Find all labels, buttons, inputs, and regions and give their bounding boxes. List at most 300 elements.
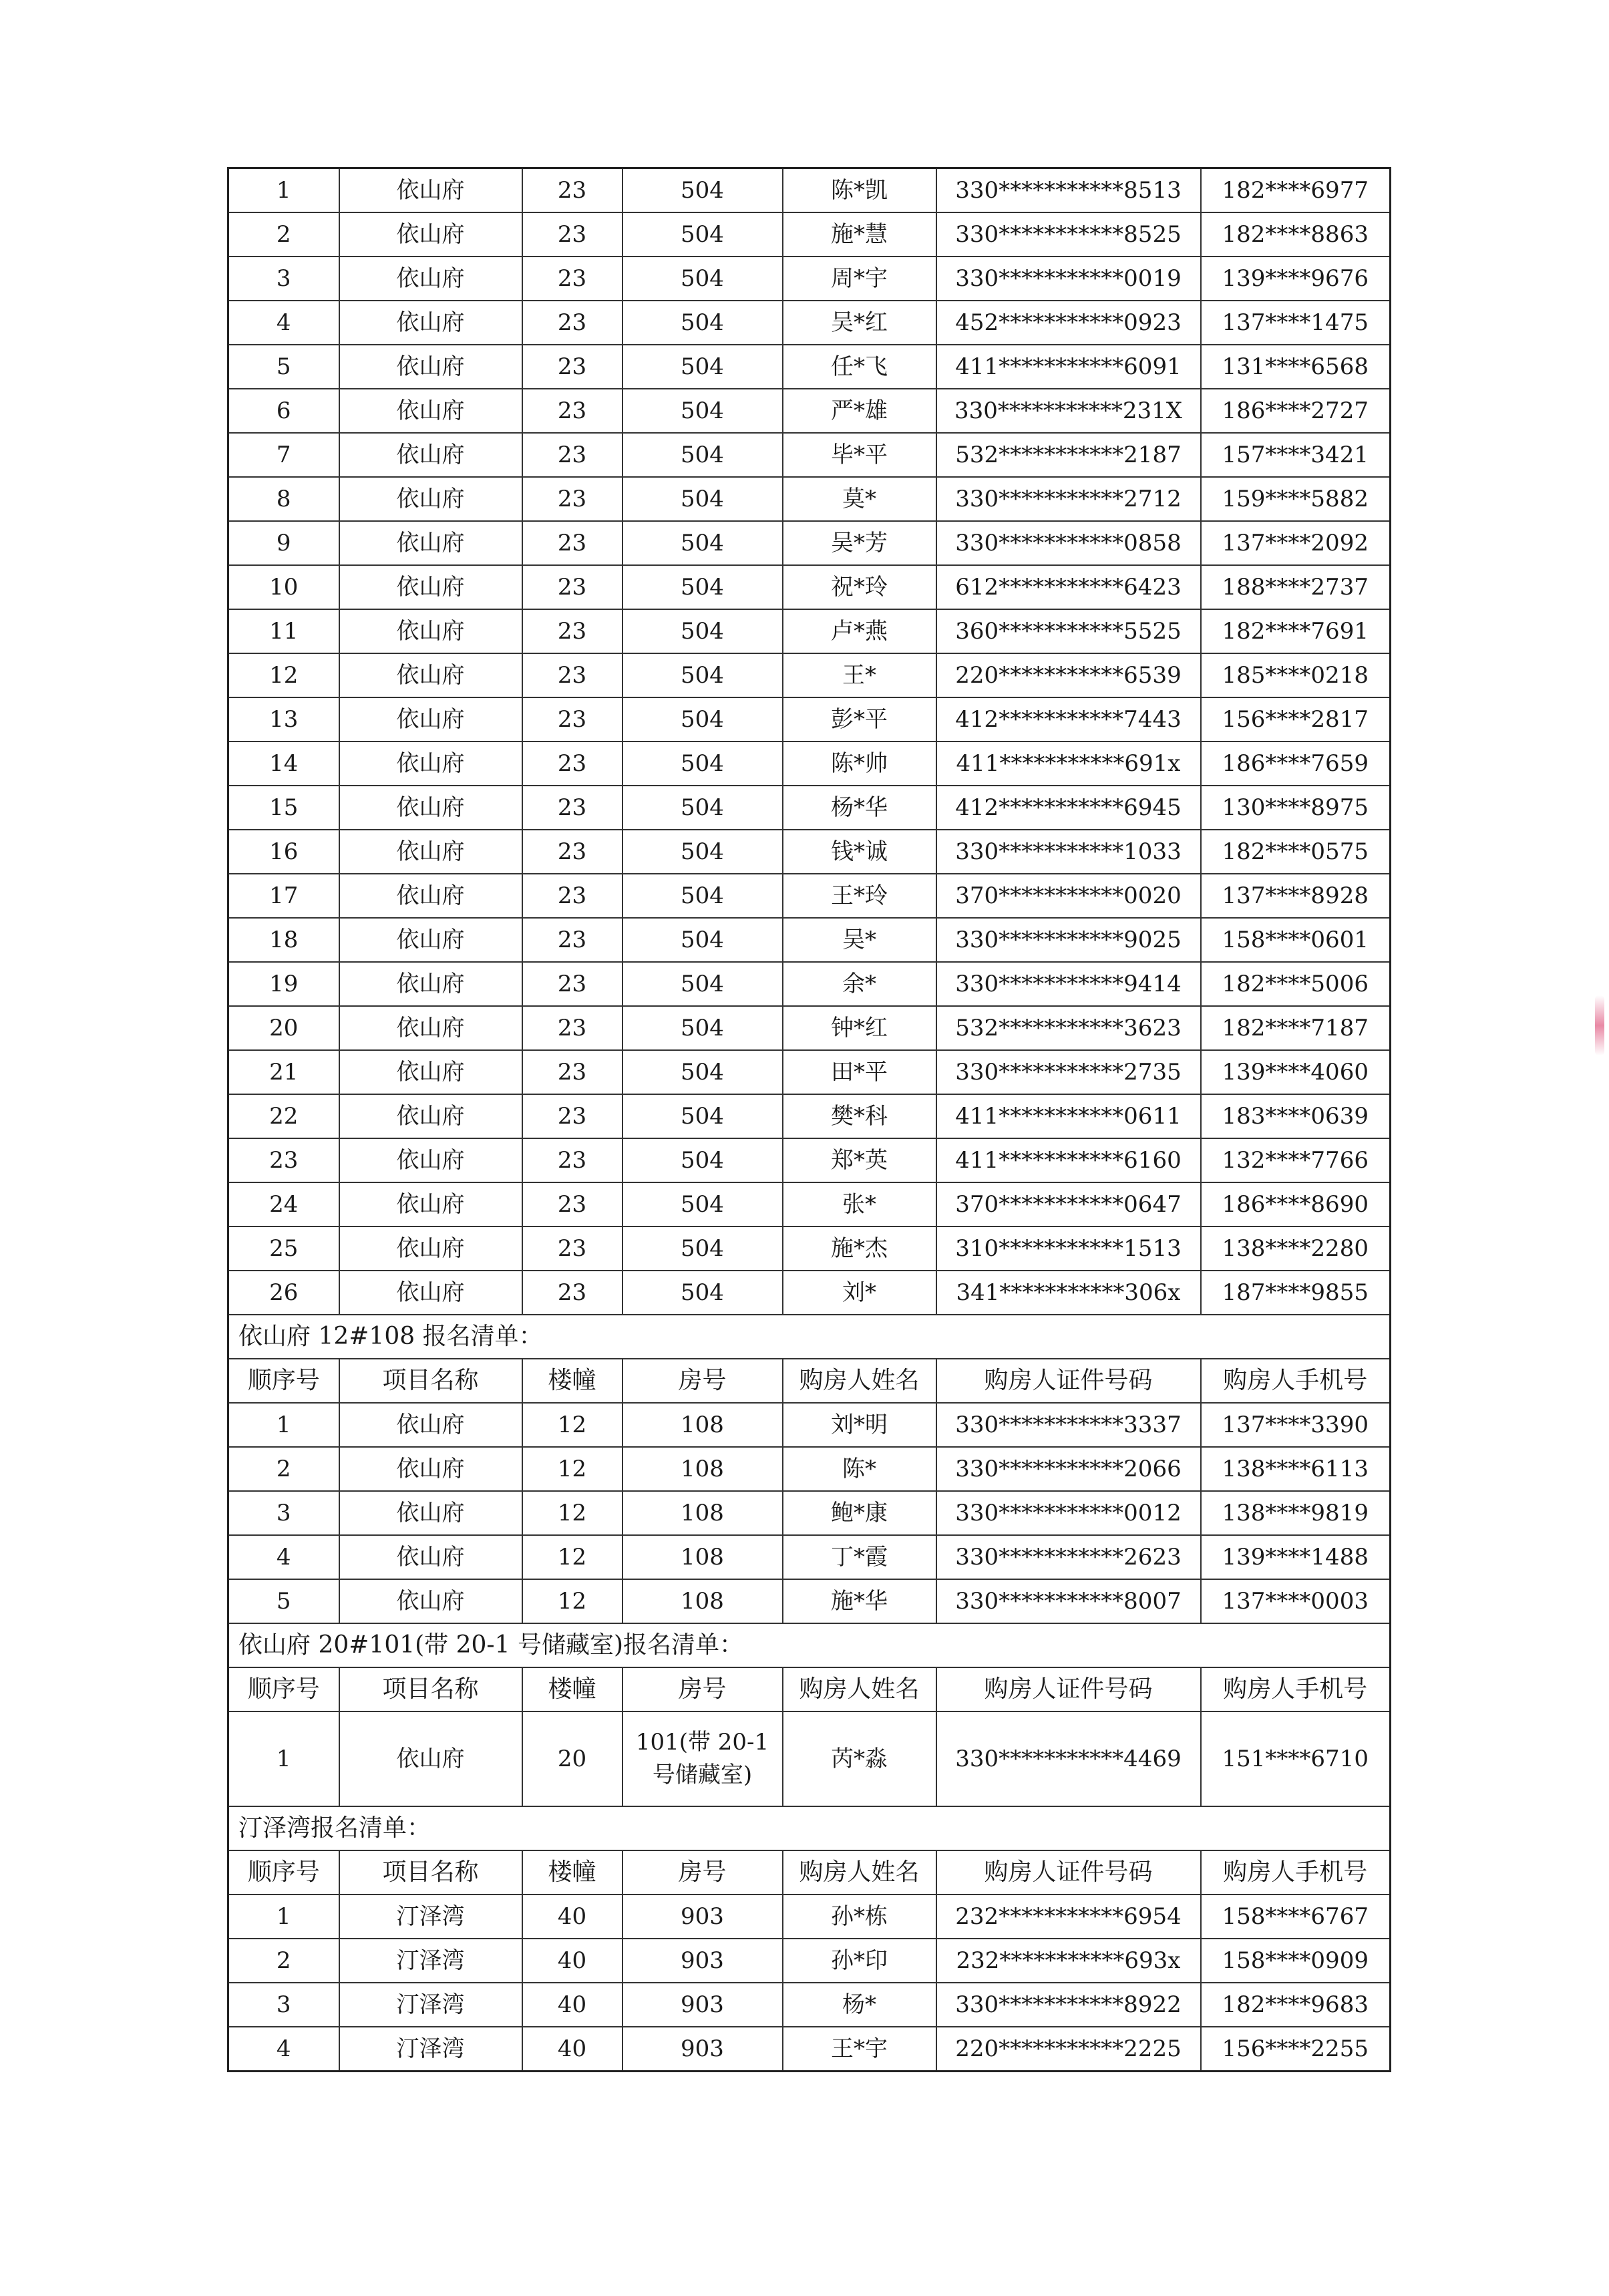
project-cell: 依山府: [339, 345, 522, 389]
phone-cell: 138****6113: [1201, 1447, 1391, 1491]
table-row: [228, 565, 1391, 609]
buyer-name-cell: 余*: [783, 962, 936, 1006]
red-seal-fragment: [1595, 995, 1604, 1055]
id-number-cell: 330***********4469: [936, 1711, 1201, 1806]
building-cell: 23: [522, 1138, 622, 1182]
buyer-name-cell: 施*慧: [783, 212, 936, 257]
seq-cell: 2: [228, 212, 339, 257]
project-cell: 依山府: [339, 653, 522, 697]
table-row: [228, 1939, 1391, 1983]
seq-cell: 6: [228, 389, 339, 433]
phone-cell: 156****2255: [1201, 2027, 1391, 2072]
phone-cell: 182****9683: [1201, 1983, 1391, 2027]
phone-cell: 183****0639: [1201, 1094, 1391, 1138]
building-cell: 23: [522, 830, 622, 874]
column-header: 购房人手机号: [1201, 1359, 1391, 1403]
id-number-cell: 532***********3623: [936, 1006, 1201, 1050]
column-header: 购房人证件号码: [936, 1667, 1201, 1711]
table-row: [228, 609, 1391, 653]
room-cell: 504: [622, 1006, 783, 1050]
building-cell: 23: [522, 301, 622, 345]
phone-cell: 151****6710: [1201, 1711, 1391, 1806]
building-cell: 23: [522, 742, 622, 786]
building-cell: 23: [522, 1182, 622, 1226]
room-cell: 504: [622, 389, 783, 433]
building-cell: 23: [522, 521, 622, 565]
id-number-cell: 452***********0923: [936, 301, 1201, 345]
table-row: [228, 1094, 1391, 1138]
section-title: 依山府 20#101(带 20-1 号储藏室)报名清单：: [228, 1623, 1391, 1667]
project-cell: 依山府: [339, 1535, 522, 1579]
section-title-row: [228, 1623, 1391, 1667]
table-row: [228, 1491, 1391, 1535]
column-header: 项目名称: [339, 1359, 522, 1403]
room-cell: 504: [622, 301, 783, 345]
project-cell: 依山府: [339, 1403, 522, 1447]
header-row: [228, 1667, 1391, 1711]
id-number-cell: 220***********6539: [936, 653, 1201, 697]
buyer-name-cell: 钱*诚: [783, 830, 936, 874]
seq-cell: 4: [228, 301, 339, 345]
room-cell: 504: [622, 742, 783, 786]
table-row: [228, 1226, 1391, 1271]
building-cell: 23: [522, 874, 622, 918]
room-cell: 903: [622, 1895, 783, 1939]
room-cell: 101(带 20-1 号储藏室): [622, 1711, 783, 1806]
seq-cell: 13: [228, 697, 339, 742]
buyer-name-cell: 陈*帅: [783, 742, 936, 786]
seq-cell: 17: [228, 874, 339, 918]
phone-cell: 186****8690: [1201, 1182, 1391, 1226]
room-cell: 903: [622, 2027, 783, 2072]
buyer-name-cell: 孙*栋: [783, 1895, 936, 1939]
room-cell: 504: [622, 1094, 783, 1138]
room-cell: 504: [622, 653, 783, 697]
column-header: 购房人姓名: [783, 1667, 936, 1711]
phone-cell: 137****0003: [1201, 1579, 1391, 1623]
id-number-cell: 330***********0858: [936, 521, 1201, 565]
room-cell: 903: [622, 1939, 783, 1983]
phone-cell: 158****0909: [1201, 1939, 1391, 1983]
room-cell: 504: [622, 874, 783, 918]
building-cell: 23: [522, 212, 622, 257]
id-number-cell: 330***********8513: [936, 168, 1201, 213]
project-cell: 依山府: [339, 1226, 522, 1271]
seq-cell: 11: [228, 609, 339, 653]
seq-cell: 1: [228, 1711, 339, 1806]
buyer-name-cell: 王*宇: [783, 2027, 936, 2072]
room-cell: 108: [622, 1447, 783, 1491]
id-number-cell: 532***********2187: [936, 433, 1201, 477]
project-cell: 依山府: [339, 918, 522, 962]
buyer-name-cell: 施*华: [783, 1579, 936, 1623]
phone-cell: 188****2737: [1201, 565, 1391, 609]
seq-cell: 18: [228, 918, 339, 962]
buyer-name-cell: 周*宇: [783, 257, 936, 301]
phone-cell: 130****8975: [1201, 786, 1391, 830]
room-cell: 504: [622, 962, 783, 1006]
building-cell: 23: [522, 345, 622, 389]
project-cell: 依山府: [339, 565, 522, 609]
id-number-cell: 330***********231X: [936, 389, 1201, 433]
room-cell: 504: [622, 1050, 783, 1094]
table-row: [228, 389, 1391, 433]
buyer-name-cell: 陈*: [783, 1447, 936, 1491]
building-cell: 40: [522, 1983, 622, 2027]
buyer-name-cell: 孙*印: [783, 1939, 936, 1983]
buyer-name-cell: 吴*红: [783, 301, 936, 345]
project-cell: 依山府: [339, 786, 522, 830]
building-cell: 23: [522, 168, 622, 213]
room-cell: 504: [622, 1271, 783, 1315]
project-cell: 依山府: [339, 433, 522, 477]
phone-cell: 139****1488: [1201, 1535, 1391, 1579]
building-cell: 12: [522, 1491, 622, 1535]
building-cell: 23: [522, 477, 622, 521]
table-row: [228, 1447, 1391, 1491]
table-row: [228, 962, 1391, 1006]
buyer-name-cell: 郑*英: [783, 1138, 936, 1182]
seq-cell: 12: [228, 653, 339, 697]
column-header: 顺序号: [228, 1850, 339, 1895]
id-number-cell: 232***********693x: [936, 1939, 1201, 1983]
column-header: 房号: [622, 1850, 783, 1895]
project-cell: 依山府: [339, 1711, 522, 1806]
project-cell: 依山府: [339, 257, 522, 301]
id-number-cell: 310***********1513: [936, 1226, 1201, 1271]
building-cell: 23: [522, 697, 622, 742]
project-cell: 依山府: [339, 389, 522, 433]
phone-cell: 137****8928: [1201, 874, 1391, 918]
id-number-cell: 330***********2066: [936, 1447, 1201, 1491]
seq-cell: 14: [228, 742, 339, 786]
building-cell: 23: [522, 389, 622, 433]
seq-cell: 1: [228, 1403, 339, 1447]
project-cell: 依山府: [339, 168, 522, 213]
id-number-cell: 330***********2735: [936, 1050, 1201, 1094]
room-cell: 504: [622, 830, 783, 874]
id-number-cell: 330***********0019: [936, 257, 1201, 301]
table-row: [228, 786, 1391, 830]
id-number-cell: 360***********5525: [936, 609, 1201, 653]
buyer-name-cell: 张*: [783, 1182, 936, 1226]
phone-cell: 131****6568: [1201, 345, 1391, 389]
column-header: 房号: [622, 1359, 783, 1403]
phone-cell: 158****6767: [1201, 1895, 1391, 1939]
column-header: 购房人证件号码: [936, 1359, 1201, 1403]
table-row: [228, 1006, 1391, 1050]
table-row: [228, 1983, 1391, 2027]
phone-cell: 182****0575: [1201, 830, 1391, 874]
buyer-name-cell: 卢*燕: [783, 609, 936, 653]
buyer-name-cell: 严*雄: [783, 389, 936, 433]
table-row: [228, 1895, 1391, 1939]
building-cell: 12: [522, 1447, 622, 1491]
id-number-cell: 370***********0647: [936, 1182, 1201, 1226]
phone-cell: 159****5882: [1201, 477, 1391, 521]
building-cell: 12: [522, 1535, 622, 1579]
seq-cell: 23: [228, 1138, 339, 1182]
phone-cell: 182****7187: [1201, 1006, 1391, 1050]
phone-cell: 138****9819: [1201, 1491, 1391, 1535]
project-cell: 依山府: [339, 742, 522, 786]
project-cell: 依山府: [339, 609, 522, 653]
buyer-name-cell: 田*平: [783, 1050, 936, 1094]
building-cell: 23: [522, 962, 622, 1006]
buyer-name-cell: 陈*凯: [783, 168, 936, 213]
seq-cell: 19: [228, 962, 339, 1006]
phone-cell: 182****7691: [1201, 609, 1391, 653]
table-row: [228, 257, 1391, 301]
table-row: [228, 1403, 1391, 1447]
id-number-cell: 330***********3337: [936, 1403, 1201, 1447]
room-cell: 108: [622, 1535, 783, 1579]
seq-cell: 2: [228, 1939, 339, 1983]
id-number-cell: 220***********2225: [936, 2027, 1201, 2072]
room-cell: 108: [622, 1579, 783, 1623]
buyer-name-cell: 施*杰: [783, 1226, 936, 1271]
buyer-name-cell: 鲍*康: [783, 1491, 936, 1535]
table-row: [228, 212, 1391, 257]
project-cell: 汀泽湾: [339, 1895, 522, 1939]
building-cell: 23: [522, 786, 622, 830]
seq-cell: 25: [228, 1226, 339, 1271]
room-cell: 504: [622, 257, 783, 301]
seq-cell: 8: [228, 477, 339, 521]
project-cell: 汀泽湾: [339, 2027, 522, 2072]
seq-cell: 2: [228, 1447, 339, 1491]
buyer-name-cell: 丁*霞: [783, 1535, 936, 1579]
table-row: [228, 1535, 1391, 1579]
buyer-name-cell: 杨*华: [783, 786, 936, 830]
section-title: 依山府 12#108 报名清单：: [228, 1315, 1391, 1359]
project-cell: 依山府: [339, 962, 522, 1006]
phone-cell: 186****2727: [1201, 389, 1391, 433]
phone-cell: 137****1475: [1201, 301, 1391, 345]
id-number-cell: 330***********8007: [936, 1579, 1201, 1623]
seq-cell: 3: [228, 257, 339, 301]
phone-cell: 138****2280: [1201, 1226, 1391, 1271]
seq-cell: 20: [228, 1006, 339, 1050]
seq-cell: 9: [228, 521, 339, 565]
seq-cell: 22: [228, 1094, 339, 1138]
room-cell: 504: [622, 1138, 783, 1182]
table-row: [228, 1182, 1391, 1226]
building-cell: 23: [522, 1050, 622, 1094]
column-header: 购房人证件号码: [936, 1850, 1201, 1895]
project-cell: 汀泽湾: [339, 1939, 522, 1983]
building-cell: 23: [522, 653, 622, 697]
project-cell: 依山府: [339, 1050, 522, 1094]
table-row: [228, 168, 1391, 213]
building-cell: 23: [522, 565, 622, 609]
seq-cell: 10: [228, 565, 339, 609]
table-row: [228, 301, 1391, 345]
column-header: 购房人姓名: [783, 1359, 936, 1403]
room-cell: 504: [622, 918, 783, 962]
id-number-cell: 330***********0012: [936, 1491, 1201, 1535]
building-cell: 23: [522, 1006, 622, 1050]
table-row: [228, 653, 1391, 697]
section-title-row: [228, 1806, 1391, 1850]
project-cell: 依山府: [339, 1094, 522, 1138]
id-number-cell: 330***********8922: [936, 1983, 1201, 2027]
buyer-name-cell: 刘*: [783, 1271, 936, 1315]
project-cell: 依山府: [339, 697, 522, 742]
id-number-cell: 412***********7443: [936, 697, 1201, 742]
id-number-cell: 330***********8525: [936, 212, 1201, 257]
project-cell: 依山府: [339, 212, 522, 257]
project-cell: 依山府: [339, 1579, 522, 1623]
buyer-name-cell: 芮*淼: [783, 1711, 936, 1806]
id-number-cell: 330***********9414: [936, 962, 1201, 1006]
room-cell: 504: [622, 521, 783, 565]
buyer-name-cell: 王*: [783, 653, 936, 697]
id-number-cell: 330***********2623: [936, 1535, 1201, 1579]
buyer-name-cell: 吴*芳: [783, 521, 936, 565]
buyer-name-cell: 毕*平: [783, 433, 936, 477]
seq-cell: 24: [228, 1182, 339, 1226]
project-cell: 依山府: [339, 1006, 522, 1050]
project-cell: 依山府: [339, 477, 522, 521]
id-number-cell: 412***********6945: [936, 786, 1201, 830]
section-title-row: [228, 1315, 1391, 1359]
table-row: [228, 697, 1391, 742]
buyer-name-cell: 彭*平: [783, 697, 936, 742]
seq-cell: 16: [228, 830, 339, 874]
project-cell: 依山府: [339, 521, 522, 565]
table-row: [228, 742, 1391, 786]
seq-cell: 5: [228, 345, 339, 389]
phone-cell: 187****9855: [1201, 1271, 1391, 1315]
phone-cell: 182****8863: [1201, 212, 1391, 257]
table-row: [228, 1271, 1391, 1315]
seq-cell: 5: [228, 1579, 339, 1623]
phone-cell: 156****2817: [1201, 697, 1391, 742]
buyer-name-cell: 吴*: [783, 918, 936, 962]
project-cell: 依山府: [339, 1138, 522, 1182]
project-cell: 依山府: [339, 301, 522, 345]
project-cell: 汀泽湾: [339, 1983, 522, 2027]
table-row: [228, 1050, 1391, 1094]
id-number-cell: 341***********306x: [936, 1271, 1201, 1315]
table-row: [228, 2027, 1391, 2072]
id-number-cell: 612***********6423: [936, 565, 1201, 609]
table-row: [228, 433, 1391, 477]
seq-cell: 26: [228, 1271, 339, 1315]
seq-cell: 3: [228, 1983, 339, 2027]
column-header: 购房人姓名: [783, 1850, 936, 1895]
project-cell: 依山府: [339, 1491, 522, 1535]
table-row: [228, 1579, 1391, 1623]
buyer-name-cell: 莫*: [783, 477, 936, 521]
seq-cell: 7: [228, 433, 339, 477]
buyer-name-cell: 樊*科: [783, 1094, 936, 1138]
id-number-cell: 411***********0611: [936, 1094, 1201, 1138]
seq-cell: 4: [228, 2027, 339, 2072]
room-cell: 108: [622, 1491, 783, 1535]
phone-cell: 186****7659: [1201, 742, 1391, 786]
document-page: [227, 167, 1389, 2072]
room-cell: 903: [622, 1983, 783, 2027]
column-header: 房号: [622, 1667, 783, 1711]
header-row: [228, 1850, 1391, 1895]
room-cell: 504: [622, 168, 783, 213]
seq-cell: 4: [228, 1535, 339, 1579]
phone-cell: 132****7766: [1201, 1138, 1391, 1182]
registration-table: [227, 167, 1391, 2072]
table-row: [228, 345, 1391, 389]
project-cell: 依山府: [339, 1182, 522, 1226]
room-cell: 504: [622, 609, 783, 653]
column-header: 顺序号: [228, 1359, 339, 1403]
id-number-cell: 411***********6091: [936, 345, 1201, 389]
buyer-name-cell: 任*飞: [783, 345, 936, 389]
building-cell: 12: [522, 1579, 622, 1623]
phone-cell: 137****2092: [1201, 521, 1391, 565]
project-cell: 依山府: [339, 1271, 522, 1315]
id-number-cell: 411***********6160: [936, 1138, 1201, 1182]
column-header: 楼幢: [522, 1667, 622, 1711]
project-cell: 依山府: [339, 1447, 522, 1491]
id-number-cell: 411***********691x: [936, 742, 1201, 786]
building-cell: 23: [522, 918, 622, 962]
room-cell: 108: [622, 1403, 783, 1447]
table-row: [228, 477, 1391, 521]
building-cell: 23: [522, 257, 622, 301]
id-number-cell: 330***********9025: [936, 918, 1201, 962]
building-cell: 40: [522, 1895, 622, 1939]
column-header: 顺序号: [228, 1667, 339, 1711]
table-row: [228, 1711, 1391, 1806]
column-header: 楼幢: [522, 1850, 622, 1895]
project-cell: 依山府: [339, 830, 522, 874]
room-cell: 504: [622, 786, 783, 830]
building-cell: 23: [522, 1094, 622, 1138]
seq-cell: 15: [228, 786, 339, 830]
phone-cell: 139****4060: [1201, 1050, 1391, 1094]
project-cell: 依山府: [339, 874, 522, 918]
building-cell: 20: [522, 1711, 622, 1806]
id-number-cell: 232***********6954: [936, 1895, 1201, 1939]
buyer-name-cell: 祝*玲: [783, 565, 936, 609]
table-row: [228, 830, 1391, 874]
phone-cell: 182****6977: [1201, 168, 1391, 213]
phone-cell: 139****9676: [1201, 257, 1391, 301]
room-cell: 504: [622, 1226, 783, 1271]
buyer-name-cell: 杨*: [783, 1983, 936, 2027]
table-body: [228, 168, 1391, 2072]
room-cell: 504: [622, 697, 783, 742]
column-header: 购房人手机号: [1201, 1667, 1391, 1711]
building-cell: 40: [522, 1939, 622, 1983]
table-row: [228, 918, 1391, 962]
table-row: [228, 1138, 1391, 1182]
table-row: [228, 874, 1391, 918]
room-cell: 504: [622, 565, 783, 609]
room-cell: 504: [622, 433, 783, 477]
building-cell: 23: [522, 1271, 622, 1315]
building-cell: 40: [522, 2027, 622, 2072]
buyer-name-cell: 钟*红: [783, 1006, 936, 1050]
id-number-cell: 370***********0020: [936, 874, 1201, 918]
phone-cell: 137****3390: [1201, 1403, 1391, 1447]
buyer-name-cell: 王*玲: [783, 874, 936, 918]
seq-cell: 3: [228, 1491, 339, 1535]
room-cell: 504: [622, 477, 783, 521]
id-number-cell: 330***********1033: [936, 830, 1201, 874]
column-header: 购房人手机号: [1201, 1850, 1391, 1895]
